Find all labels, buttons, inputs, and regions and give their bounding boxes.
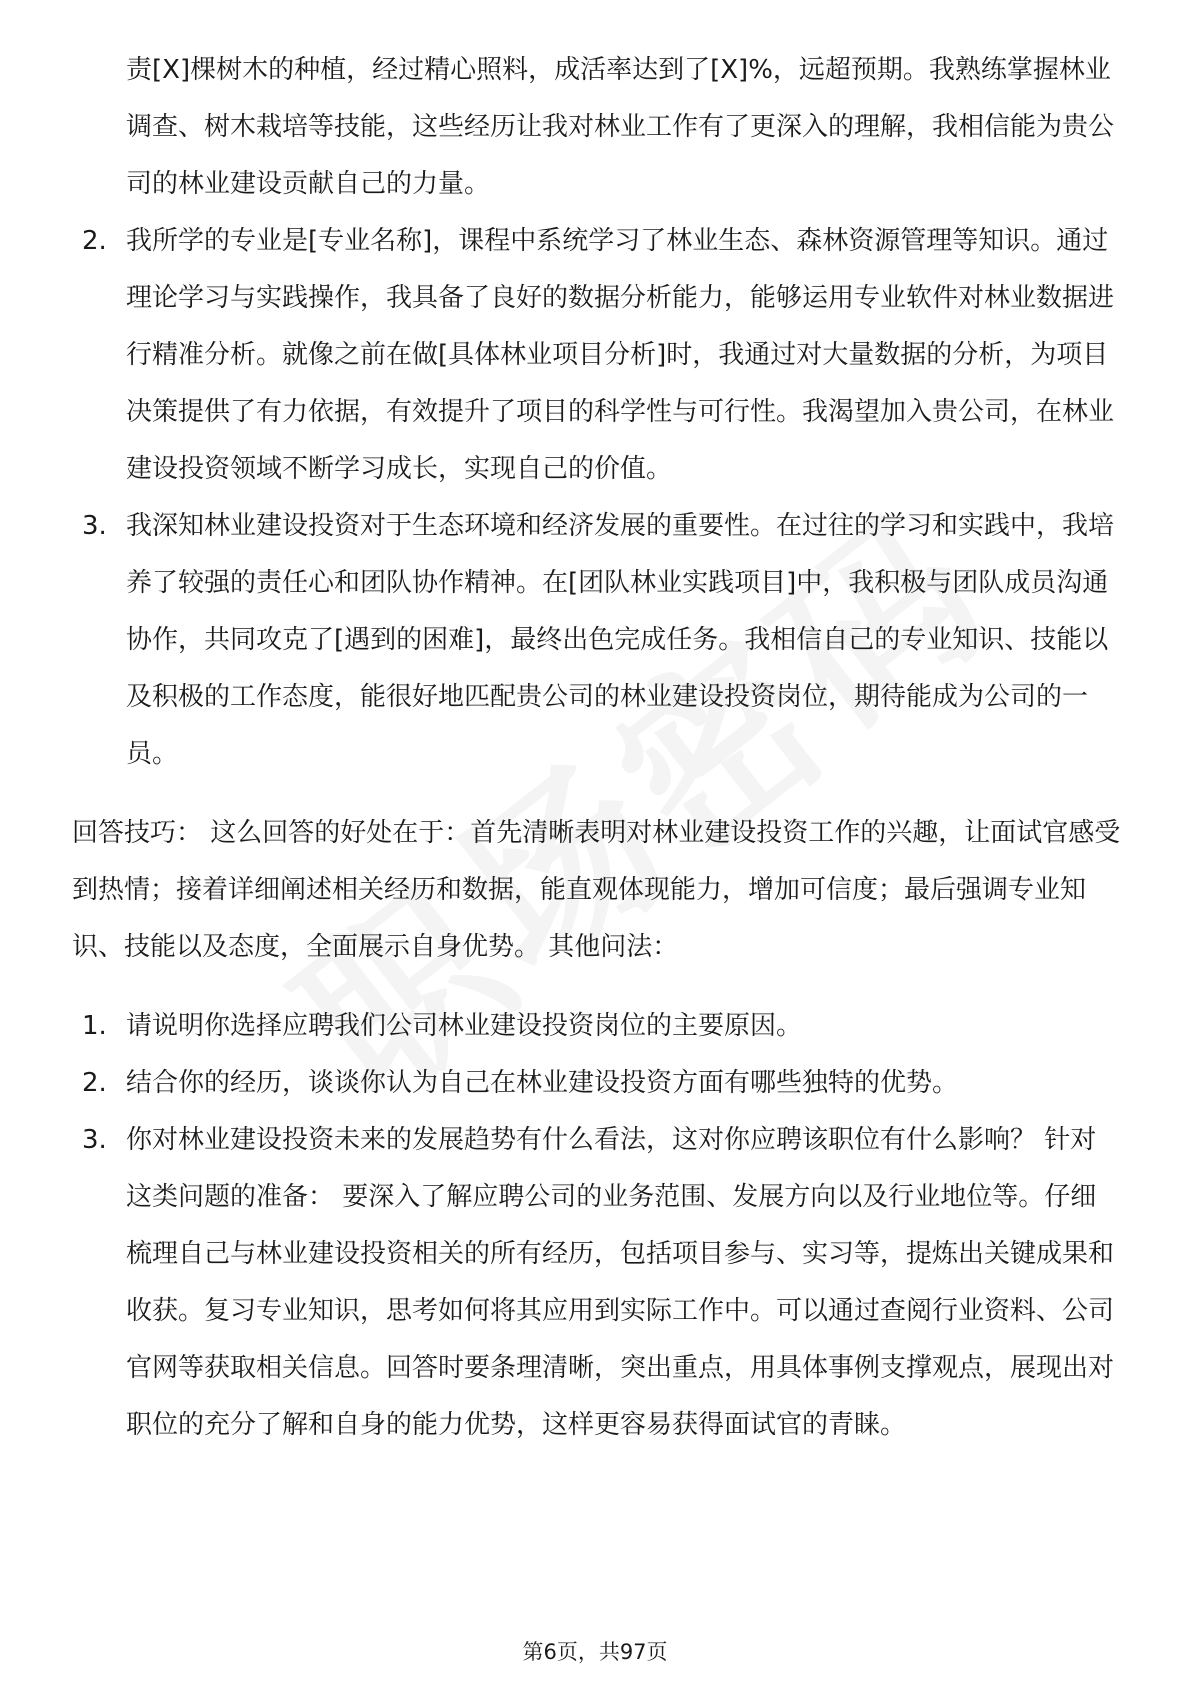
- list-number: 1.: [82, 1011, 107, 1041]
- answer-tips-paragraph: 回答技巧： 这么回答的好处在于：首先清晰表明对林业建设投资工作的兴趣，让面试官感受到热情；接着详细阐述相关经历和数据，能直观体现能力，增加可信度；最后强调专业知识、技能以及态度，全面展示自身优势。 其他问法：: [72, 818, 1121, 962]
- other-question-3: [72, 1112, 1122, 1454]
- list-number: 2.: [82, 1068, 107, 1098]
- list-item-text: 你对林业建设投资未来的发展趋势有什么看法，这对你应聘该职位有什么影响？ 针对这类问题的准备： 要深入了解应聘公司的业务范围、发展方向以及行业地位等。仔细梳理自己与林业建设投资相关的所有经历，包括项目参与、实习等，提炼出关键成果和收获。复习专业知识，思考如何将其应用到实际工作中。可以通过查阅行业资料、公司官网等获取相关信息。回答时要条理清晰，突出重点，用具体事例支撑观点，展现出对职位的充分了解和自身的能力优势，这样更容易获得面试官的青睐。: [126, 1125, 1115, 1440]
- list-item-text: 结合你的经历，谈谈你认为自己在林业建设投资方面有哪些独特的优势。: [126, 1068, 959, 1098]
- other-question-2: [72, 1055, 1122, 1112]
- list-item-text: 我所学的专业是[专业名称]，课程中系统学习了林业生态、森林资源管理等知识。通过理论学习与实践操作，我具备了良好的数据分析能力，能够运用专业软件对林业数据进行精准分析。就像之前在做[具体林业项目分析]时，我通过对大量数据的分析，为项目决策提供了有力依据，有效提升了项目的科学性与可行性。我渴望加入贵公司，在林业建设投资领域不断学习成长，实现自己的价值。: [126, 226, 1115, 484]
- list-number: 3.: [82, 1125, 107, 1155]
- list-item-text: 我深知林业建设投资对于生态环境和经济发展的重要性。在过往的学习和实践中，我培养了较强的责任心和团队协作精神。在[团队林业实践项目]中，我积极与团队成员沟通协作，共同攻克了[遇到的困难]，最终出色完成任务。我相信自己的专业知识、技能以及积极的工作态度，能很好地匹配贵公司的林业建设投资岗位，期待能成为公司的一员。: [126, 511, 1115, 769]
- other-questions-list: [72, 998, 1122, 1454]
- other-question-1: [72, 998, 1122, 1055]
- answer-item-2: [72, 213, 1122, 498]
- answer-list: [72, 213, 1122, 783]
- answer-1-continuation: 责[X]棵树木的种植，经过精心照料，成活率达到了[X]%，远超预期。我熟练掌握林业调查、树木栽培等技能，这些经历让我对林业工作有了更深入的理解，我相信能为贵公司的林业建设贡献自己的力量。: [126, 55, 1115, 199]
- answer-item-3: [72, 498, 1122, 783]
- list-item-text: 请说明你选择应聘我们公司林业建设投资岗位的主要原因。: [126, 1011, 803, 1041]
- page-number-footer: 第6页，共97页: [522, 1640, 668, 1664]
- list-number: 3.: [82, 511, 107, 541]
- document-body: [72, 42, 1122, 1454]
- list-number: 2.: [82, 226, 107, 256]
